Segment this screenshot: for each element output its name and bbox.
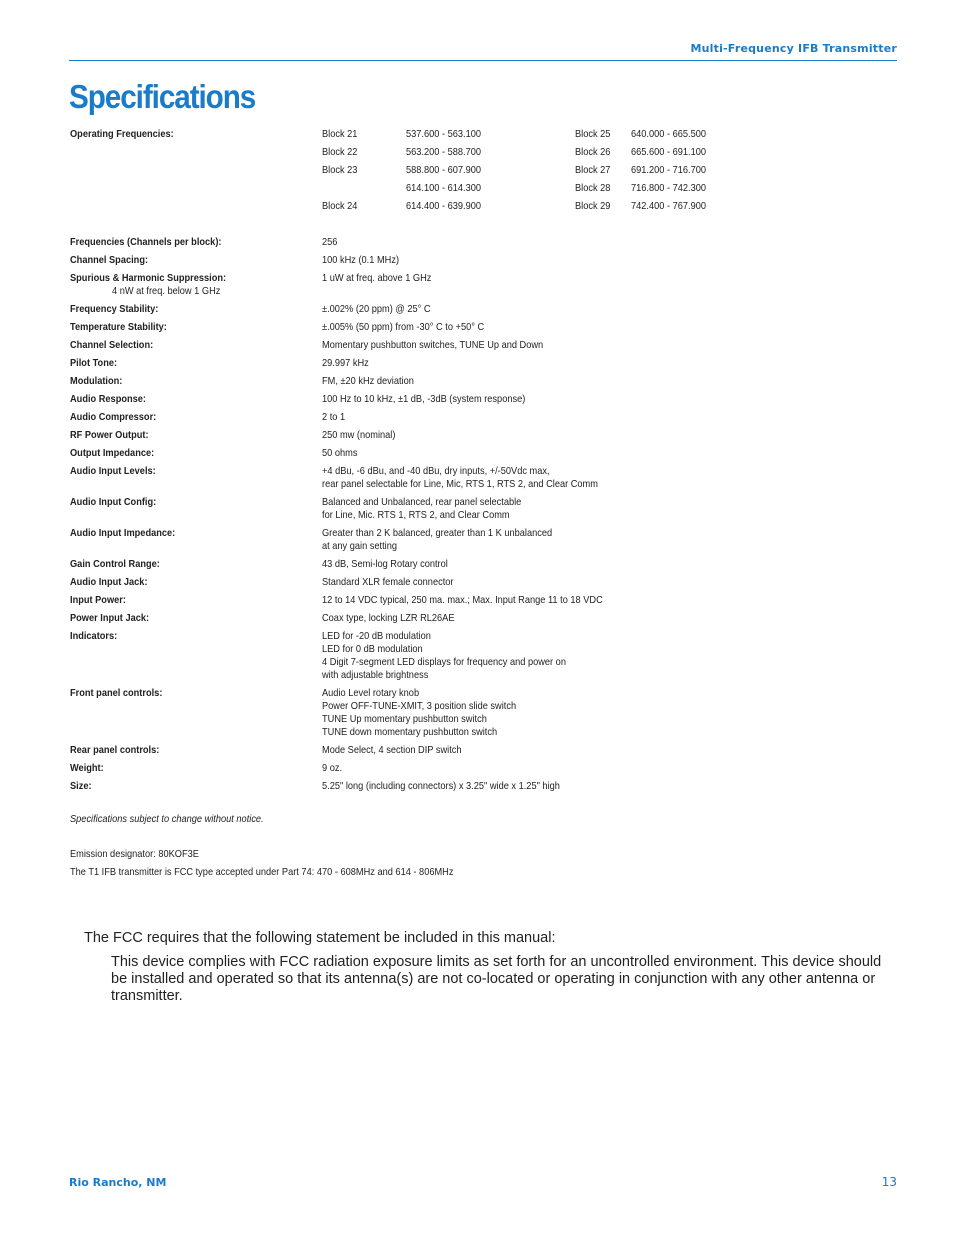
spec-value xyxy=(322,272,431,285)
spec-value xyxy=(322,527,552,553)
spec-row xyxy=(70,558,870,576)
block-name: Block 22 xyxy=(322,146,358,158)
spec-row xyxy=(70,411,870,429)
spec-value xyxy=(322,411,345,424)
spec-label: Power Input Jack: xyxy=(70,612,150,624)
spec-label: Temperature Stability: xyxy=(70,321,167,333)
spec-row xyxy=(70,762,870,780)
spec-label: Audio Input Config: xyxy=(70,496,157,508)
page-title: Specifications xyxy=(69,78,256,115)
spec-row xyxy=(70,780,870,798)
spec-row xyxy=(70,447,870,465)
spec-label: Audio Compressor: xyxy=(70,411,157,423)
spec-value-line: 256 xyxy=(322,236,338,248)
spec-row xyxy=(70,339,870,357)
spec-label: Size: xyxy=(70,780,92,792)
spec-value-line: Power OFF-TUNE-XMIT, 3 position slide switch xyxy=(322,700,517,712)
spec-label: Indicators: xyxy=(70,630,118,642)
block-name: Block 25 xyxy=(575,128,611,140)
spec-value xyxy=(322,447,357,460)
spec-row xyxy=(70,321,870,339)
block-name: Block 24 xyxy=(322,200,358,212)
spec-row xyxy=(70,744,870,762)
spec-value-line: Coax type, locking LZR RL26AE xyxy=(322,612,455,624)
spec-label: Front panel controls: xyxy=(70,687,163,699)
spec-value-line: LED for 0 dB modulation xyxy=(322,643,423,655)
spec-value-line: for Line, Mic. RTS 1, RTS 2, and Clear Comm xyxy=(322,509,510,521)
frequency-block-row xyxy=(322,182,782,200)
spec-value-line: 2 to 1 xyxy=(322,411,346,423)
spec-value xyxy=(322,339,543,352)
spec-label: Output Impedance: xyxy=(70,447,155,459)
spec-value-line: 50 ohms xyxy=(322,447,358,459)
frequency-block-row xyxy=(322,128,782,146)
spec-value-line: +4 dBu, -6 dBu, and -40 dBu, dry inputs, +/-50Vdc max, xyxy=(322,465,550,477)
block-name: Block 28 xyxy=(575,182,611,194)
block-range: 588.800 - 607.900 xyxy=(406,164,482,176)
spec-value xyxy=(322,465,598,491)
spec-row xyxy=(70,303,870,321)
disclaimer-note: Specifications subject to change without notice. xyxy=(70,813,264,825)
spec-row xyxy=(70,630,870,687)
spec-label: Audio Input Levels: xyxy=(70,465,156,477)
block-name: Block 21 xyxy=(322,128,358,140)
header-rule xyxy=(69,60,897,61)
spec-label: Rear panel controls: xyxy=(70,744,160,756)
block-range: 614.400 - 639.900 xyxy=(406,200,482,212)
spec-value-line: TUNE down momentary pushbutton switch xyxy=(322,726,498,738)
spec-label: RF Power Output: xyxy=(70,429,149,441)
spec-value-line: 29.997 kHz xyxy=(322,357,369,369)
spec-value-line: FM, ±20 kHz deviation xyxy=(322,375,414,387)
spec-value xyxy=(322,558,448,571)
block-range: 716.800 - 742.300 xyxy=(631,182,707,194)
spec-row xyxy=(70,576,870,594)
block-name: Block 29 xyxy=(575,200,611,212)
fcc-type-acceptance: The T1 IFB transmitter is FCC type accepted under Part 74: 470 - 608MHz and 614 - 806MHz xyxy=(70,866,454,878)
spec-value-line: rear panel selectable for Line, Mic, RTS 1, RTS 2, and Clear Comm xyxy=(322,478,598,490)
spec-row xyxy=(70,465,870,496)
block-range: 563.200 - 588.700 xyxy=(406,146,482,158)
spec-value-line: 43 dB, Semi-log Rotary control xyxy=(322,558,448,570)
block-range: 742.400 - 767.900 xyxy=(631,200,707,212)
spec-label: Weight: xyxy=(70,762,104,774)
spec-value-line: TUNE Up momentary pushbutton switch xyxy=(322,713,487,725)
spec-value-line: at any gain setting xyxy=(322,540,398,552)
specifications-list xyxy=(70,236,870,798)
spec-value-line: Audio Level rotary knob xyxy=(322,687,420,699)
spec-row xyxy=(70,254,870,272)
block-range: 537.600 - 563.100 xyxy=(406,128,482,140)
spec-row xyxy=(70,496,870,527)
spec-value-line: Balanced and Unbalanced, rear panel selectable xyxy=(322,496,522,508)
spec-label: Frequencies (Channels per block): xyxy=(70,236,222,248)
spec-value xyxy=(322,357,369,370)
spec-label: Channel Selection: xyxy=(70,339,154,351)
spec-value xyxy=(322,321,484,334)
frequency-blocks-table xyxy=(322,128,782,218)
spec-value-line: LED for -20 dB modulation xyxy=(322,630,431,642)
spec-row xyxy=(70,236,870,254)
spec-value-line: 5.25" long (including connectors) x 3.25" wide x 1.25" high xyxy=(322,780,560,792)
spec-value-line: Momentary pushbutton switches, TUNE Up and Down xyxy=(322,339,544,351)
spec-value xyxy=(322,630,566,682)
spec-value-line: 1 uW at freq. above 1 GHz xyxy=(322,272,432,284)
fcc-statement: This device complies with FCC radiation exposure limits as set forth for an uncontrolled environment. This device should be installed and operated so that its antenna(s) are not co-located or operating in conjunction with any other antenna or transmitter. xyxy=(111,954,882,1004)
spec-value-line: Greater than 2 K balanced, greater than 1 K unbalanced xyxy=(322,527,553,539)
spec-label: Modulation: xyxy=(70,375,123,387)
spec-row xyxy=(70,272,870,303)
footer-location: Rio Rancho, NM xyxy=(69,1176,167,1189)
block-range: 614.100 - 614.300 xyxy=(406,182,482,194)
frequency-block-row xyxy=(322,146,782,164)
spec-value xyxy=(322,744,462,757)
frequency-block-row xyxy=(322,164,782,182)
spec-label: Pilot Tone: xyxy=(70,357,118,369)
spec-value xyxy=(322,375,414,388)
spec-value-line: 250 mw (nominal) xyxy=(322,429,396,441)
block-name: Block 27 xyxy=(575,164,611,176)
spec-value xyxy=(322,576,453,589)
spec-label: Channel Spacing: xyxy=(70,254,149,266)
spec-value-line: 12 to 14 VDC typical, 250 ma. max.; Max. Input Range 11 to 18 VDC xyxy=(322,594,603,606)
spec-value-line: 100 kHz (0.1 MHz) xyxy=(322,254,400,266)
spec-label: Audio Input Impedance: xyxy=(70,527,176,539)
frequency-block-row xyxy=(322,200,782,218)
spec-value-line: Standard XLR female connector xyxy=(322,576,454,588)
spec-label: Spurious & Harmonic Suppression: xyxy=(70,272,227,284)
spec-row xyxy=(70,375,870,393)
spec-value xyxy=(322,393,525,406)
spec-value-line: 4 Digit 7-segment LED displays for frequency and power on xyxy=(322,656,566,668)
spec-row xyxy=(70,429,870,447)
spec-value xyxy=(322,762,342,775)
operating-frequencies-label: Operating Frequencies: xyxy=(70,128,174,140)
emission-designator: Emission designator: 80KOF3E xyxy=(70,848,199,860)
spec-row xyxy=(70,527,870,558)
spec-row xyxy=(70,357,870,375)
fcc-intro-text: The FCC requires that the following statement be included in this manual: xyxy=(84,930,556,946)
spec-row xyxy=(70,594,870,612)
running-header-title: Multi-Frequency IFB Transmitter xyxy=(690,42,897,55)
spec-label: Input Power: xyxy=(70,594,126,606)
spec-value xyxy=(322,496,521,522)
page-number: 13 xyxy=(881,1175,897,1189)
spec-value xyxy=(322,780,560,793)
block-range: 640.000 - 665.500 xyxy=(631,128,707,140)
spec-row xyxy=(70,687,870,744)
spec-label: Frequency Stability: xyxy=(70,303,159,315)
spec-value xyxy=(322,303,431,316)
spec-value xyxy=(322,612,455,625)
spec-value xyxy=(322,594,603,607)
spec-value-line: 9 oz. xyxy=(322,762,343,774)
spec-value xyxy=(322,254,399,267)
spec-label: Audio Input Jack: xyxy=(70,576,148,588)
spec-value xyxy=(322,429,395,442)
spec-value-line: Mode Select, 4 section DIP switch xyxy=(322,744,462,756)
spec-value-line: 100 Hz to 10 kHz, ±1 dB, -3dB (system response) xyxy=(322,393,526,405)
spec-sublabel: 4 nW at freq. below 1 GHz xyxy=(112,285,221,297)
spec-value-line: ±.005% (50 ppm) from -30° C to +50° C xyxy=(322,321,485,333)
spec-row xyxy=(70,612,870,630)
spec-row xyxy=(70,393,870,411)
block-name: Block 26 xyxy=(575,146,611,158)
spec-label: Audio Response: xyxy=(70,393,146,405)
spec-label: Gain Control Range: xyxy=(70,558,160,570)
spec-value xyxy=(322,687,516,739)
block-range: 691.200 - 716.700 xyxy=(631,164,707,176)
spec-value-line: with adjustable brightness xyxy=(322,669,429,681)
block-name: Block 23 xyxy=(322,164,358,176)
block-range: 665.600 - 691.100 xyxy=(631,146,707,158)
spec-value-line: ±.002% (20 ppm) @ 25° C xyxy=(322,303,431,315)
spec-value xyxy=(322,236,337,249)
